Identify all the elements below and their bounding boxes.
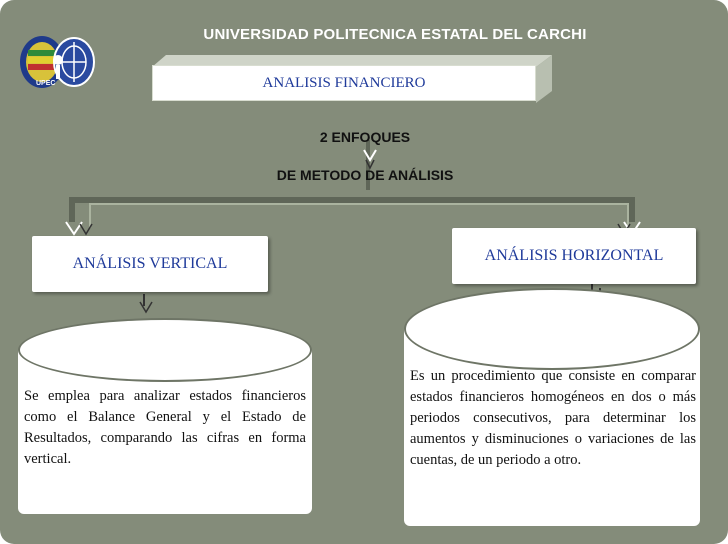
approaches-line-1: 2 ENFOQUES	[319, 129, 411, 145]
horizontal-analysis-box: ANÁLISIS HORIZONTAL	[452, 228, 696, 284]
vertical-analysis-box: ANÁLISIS VERTICAL	[32, 236, 268, 292]
root-box	[152, 55, 552, 103]
cylinder-cap	[404, 288, 700, 370]
university-title: UNIVERSIDAD POLITECNICA ESTATAL DEL CARCHI	[203, 26, 587, 43]
approaches-line-2: DE METODO DE ANÁLISIS	[276, 167, 454, 183]
vertical-description: Se emplea para analizar estados financieros como el Balance General y el Estado de Resultados, comparando las cifras en forma vertical.	[24, 388, 306, 467]
cylinder-cap	[18, 318, 312, 382]
approaches-caption	[230, 126, 500, 186]
root-box-label: ANALISIS FINANCIERO	[152, 65, 536, 101]
horizontal-description: Es un procedimiento que consiste en comparar estados financieros homogéneos en dos o más periodos consecutivos, para determinar los aumentos y disminuciones o variaciones de las cuentas, de un periodo a otro.	[410, 368, 696, 468]
logo-caption: UPEC	[36, 80, 56, 87]
